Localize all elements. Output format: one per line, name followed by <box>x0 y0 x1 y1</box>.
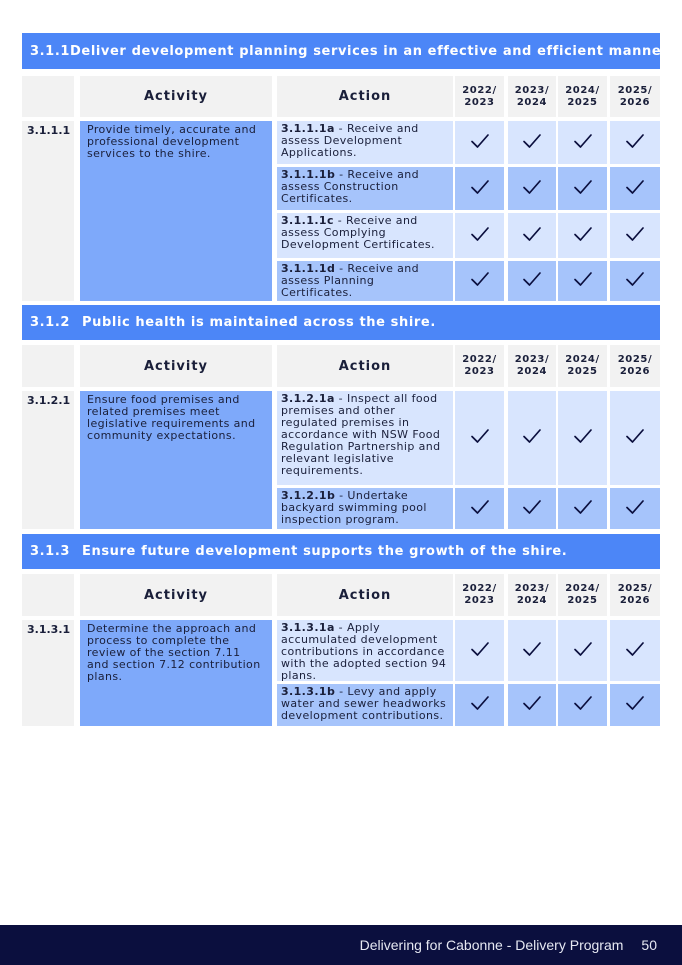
year-cell <box>508 213 556 258</box>
year-cell <box>610 213 660 258</box>
activity-column-header <box>80 574 272 616</box>
action-code: 3.1.1.1c <box>281 214 334 227</box>
year-label-end: 2025 <box>567 595 598 606</box>
year-cell <box>610 684 660 726</box>
action-code: 3.1.2.1a <box>281 392 335 405</box>
year-cell <box>455 261 504 301</box>
action-text: - Undertake backyard swimming pool inspection program. <box>281 489 427 526</box>
year-column-header <box>610 76 660 117</box>
year-label-end: 2024 <box>516 595 548 606</box>
year-column-header <box>610 345 660 387</box>
year-cell <box>610 167 660 210</box>
year-label-end: 2024 <box>516 96 548 108</box>
year-column-header <box>558 76 607 117</box>
activity-code-text: 3.1.1.1 <box>27 124 71 137</box>
year-label-end: 2026 <box>619 366 651 377</box>
section-title: Ensure future development supports the growth of the shire. <box>82 544 568 559</box>
year-label-start: 2022/ <box>462 354 497 365</box>
checkmark-icon <box>470 499 490 519</box>
action-text: - Receive and assess Construction Certificates. <box>281 168 420 205</box>
action-item <box>277 261 453 301</box>
year-column-header <box>508 76 556 117</box>
checkmark-icon <box>625 695 645 715</box>
year-cell <box>610 488 660 529</box>
year-cell <box>508 167 556 210</box>
year-label-start: 2024/ <box>565 354 600 365</box>
year-cell <box>610 620 660 681</box>
checkmark-icon <box>470 133 490 153</box>
action-item <box>277 488 453 529</box>
checkmark-icon <box>470 226 490 246</box>
year-label-start: 2022/ <box>462 84 497 96</box>
action-text: - Levy and apply water and sewer headworks development contributions. <box>281 685 447 722</box>
year-cell <box>508 684 556 726</box>
action-code: 3.1.2.1b <box>281 489 336 502</box>
year-cell <box>610 391 660 485</box>
year-cell <box>558 488 607 529</box>
action-item <box>277 684 453 726</box>
year-column-header <box>455 345 504 387</box>
year-column-header <box>455 574 504 616</box>
checkmark-icon <box>573 226 593 246</box>
action-text: - Receive and assess Complying Development Certificates. <box>281 214 435 251</box>
year-label-end: 2025 <box>567 366 598 377</box>
action-text: - Receive and assess Planning Certificates. <box>281 262 420 299</box>
year-cell <box>610 261 660 301</box>
checkmark-icon <box>625 641 645 661</box>
year-cell <box>558 261 607 301</box>
year-column-header <box>558 345 607 387</box>
year-label-start: 2024/ <box>565 583 600 594</box>
year-cell <box>455 684 504 726</box>
year-cell <box>558 213 607 258</box>
checkmark-icon <box>470 179 490 199</box>
page-number: 50 <box>641 937 657 953</box>
action-code: 3.1.3.1b <box>281 685 336 698</box>
year-column-header <box>558 574 607 616</box>
checkmark-icon <box>522 179 542 199</box>
action-code: 3.1.1.1a <box>281 122 335 135</box>
page-footer <box>0 925 682 965</box>
checkmark-icon <box>625 179 645 199</box>
action-column-header <box>277 574 453 616</box>
action-column-header <box>277 76 453 117</box>
year-column-header <box>610 574 660 616</box>
checkmark-icon <box>470 271 490 291</box>
year-cell <box>455 488 504 529</box>
year-cell <box>455 391 504 485</box>
action-item <box>277 167 453 210</box>
section-header <box>22 305 660 340</box>
year-cell <box>558 684 607 726</box>
year-label-end: 2026 <box>619 595 651 606</box>
checkmark-icon <box>522 641 542 661</box>
year-label-start: 2023/ <box>514 354 550 365</box>
year-cell <box>558 167 607 210</box>
year-cell <box>508 488 556 529</box>
year-label-end: 2023 <box>464 96 495 108</box>
activity-code <box>22 121 74 301</box>
action-header-label: Action <box>338 89 392 104</box>
activity-column-header <box>80 76 272 117</box>
year-cell <box>455 121 504 164</box>
year-cell <box>610 121 660 164</box>
action-code: 3.1.1.1b <box>281 168 336 181</box>
action-column-header <box>277 345 453 387</box>
activity-header-label: Activity <box>143 89 209 104</box>
checkmark-icon <box>522 695 542 715</box>
year-cell <box>558 391 607 485</box>
year-label-end: 2024 <box>516 366 548 377</box>
year-label-end: 2025 <box>567 96 598 108</box>
activity-description <box>80 121 272 301</box>
action-item <box>277 620 453 681</box>
activity-description-text: Determine the approach and process to complete the review of the section 7.11 and section 7.12 contribution plans. <box>87 622 261 683</box>
year-cell <box>558 121 607 164</box>
year-label-end: 2026 <box>619 96 651 108</box>
activity-column-header <box>80 345 272 387</box>
section-number: 3.1.2 <box>30 315 71 330</box>
section-title: Public health is maintained across the shire. <box>82 315 436 330</box>
action-header-label: Action <box>338 358 392 374</box>
checkmark-icon <box>573 695 593 715</box>
year-column-header <box>455 76 504 117</box>
activity-description <box>80 620 272 726</box>
section-header <box>22 33 672 69</box>
year-cell <box>508 620 556 681</box>
checkmark-icon <box>573 499 593 519</box>
activity-description-text: Provide timely, accurate and professional development services to the shire. <box>87 123 257 160</box>
year-cell <box>455 620 504 681</box>
activity-code <box>22 391 74 529</box>
checkmark-icon <box>470 695 490 715</box>
year-cell <box>508 121 556 164</box>
action-header-label: Action <box>338 587 392 603</box>
action-text: - Inspect all food premises and other regulated premises in accordance with NSW Food Regulation Partnership and relevant legislative requirements. <box>281 392 441 477</box>
action-item <box>277 391 453 485</box>
section-number: 3.1.3 <box>30 544 71 559</box>
year-cell <box>558 620 607 681</box>
header-blank <box>22 345 74 387</box>
checkmark-icon <box>522 499 542 519</box>
checkmark-icon <box>573 179 593 199</box>
year-label-start: 2023/ <box>514 84 550 96</box>
action-code: 3.1.3.1a <box>281 621 335 634</box>
section-title: Deliver development planning services in an effective and efficient manner. <box>70 43 672 59</box>
action-item <box>277 121 453 164</box>
section-header <box>22 534 660 569</box>
year-label-start: 2025/ <box>617 84 653 96</box>
activity-code-text: 3.1.3.1 <box>27 623 71 636</box>
activity-description <box>80 391 272 529</box>
checkmark-icon <box>573 271 593 291</box>
action-text: - Apply accumulated development contributions in accordance with the adopted section 94 plans. <box>281 621 447 682</box>
action-text: - Receive and assess Development Applications. <box>281 122 419 159</box>
checkmark-icon <box>625 499 645 519</box>
checkmark-icon <box>470 428 490 448</box>
checkmark-icon <box>522 226 542 246</box>
checkmark-icon <box>573 133 593 153</box>
year-label-start: 2023/ <box>514 583 550 594</box>
header-blank <box>22 574 74 616</box>
activity-description-text: Ensure food premises and related premises meet legislative requirements and community expectations. <box>87 393 256 442</box>
section-number: 3.1.1 <box>30 43 71 59</box>
year-cell <box>508 261 556 301</box>
checkmark-icon <box>625 133 645 153</box>
checkmark-icon <box>625 428 645 448</box>
year-cell <box>455 213 504 258</box>
activity-code-text: 3.1.2.1 <box>27 394 71 407</box>
checkmark-icon <box>625 226 645 246</box>
year-label-end: 2023 <box>464 366 495 377</box>
header-blank <box>22 76 74 117</box>
action-code: 3.1.1.1d <box>281 262 336 275</box>
checkmark-icon <box>522 271 542 291</box>
year-cell <box>455 167 504 210</box>
checkmark-icon <box>522 133 542 153</box>
activity-header-label: Activity <box>143 358 209 374</box>
year-label-start: 2025/ <box>617 583 653 594</box>
checkmark-icon <box>625 271 645 291</box>
activity-header-label: Activity <box>143 587 209 603</box>
year-cell <box>508 391 556 485</box>
year-label-start: 2022/ <box>462 583 497 594</box>
activity-code <box>22 620 74 726</box>
year-label-start: 2025/ <box>617 354 653 365</box>
year-column-header <box>508 574 556 616</box>
year-label-start: 2024/ <box>565 84 600 96</box>
checkmark-icon <box>573 428 593 448</box>
checkmark-icon <box>470 641 490 661</box>
year-column-header <box>508 345 556 387</box>
action-item <box>277 213 453 258</box>
checkmark-icon <box>522 428 542 448</box>
year-label-end: 2023 <box>464 595 495 606</box>
checkmark-icon <box>573 641 593 661</box>
footer-title: Delivering for Cabonne - Delivery Program <box>359 937 624 953</box>
